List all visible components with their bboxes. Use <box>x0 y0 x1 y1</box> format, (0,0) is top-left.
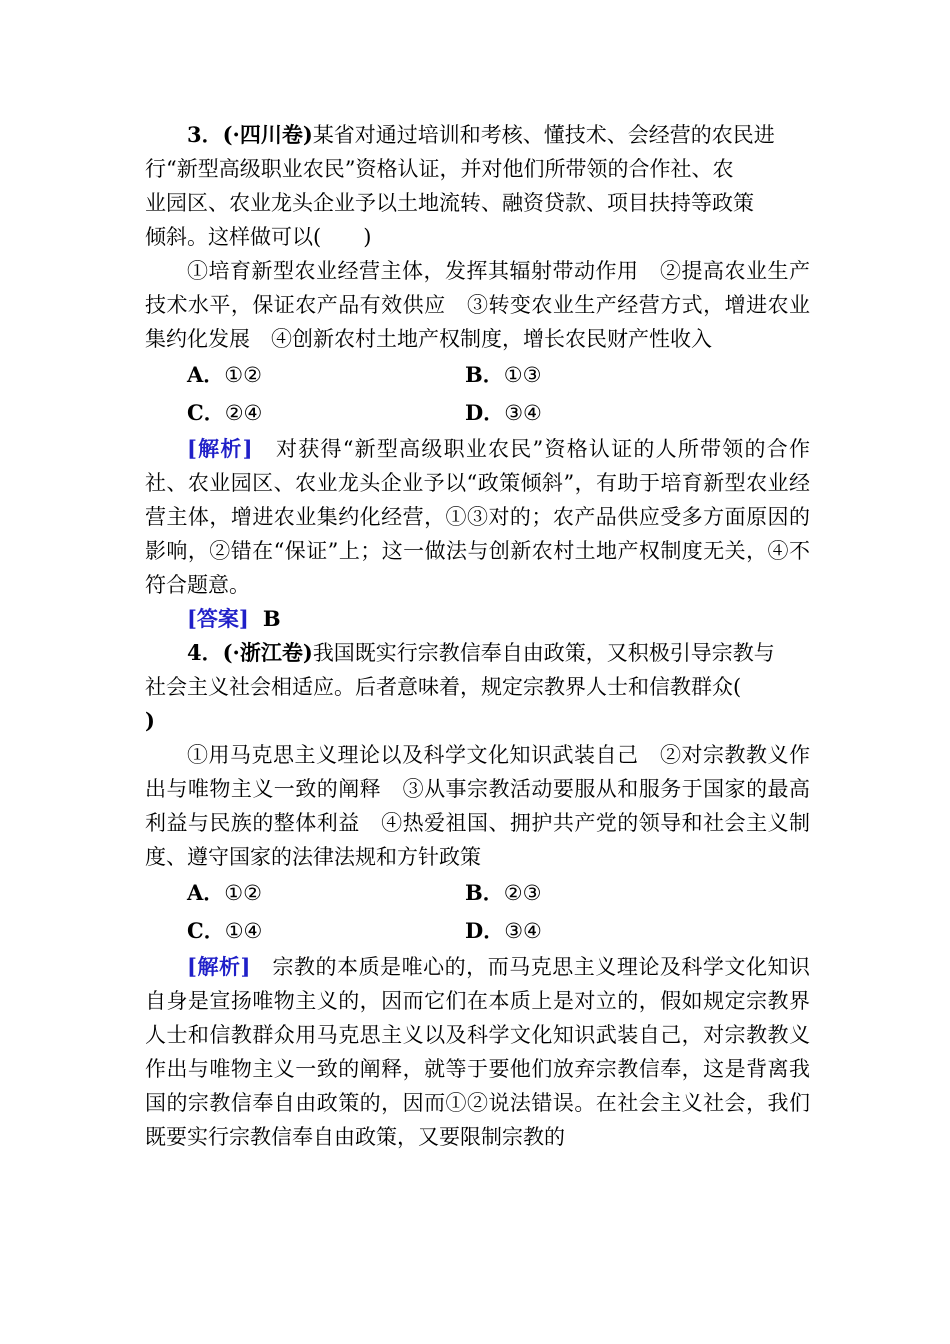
q4-stem-line-2: 社会主义社会相适应。后者意味着，规定宗教界人士和信教群众( <box>145 675 742 699</box>
q3-choice-c-text: ②④ <box>224 401 263 425</box>
q3-choice-c <box>145 394 465 432</box>
q4-analysis <box>145 950 810 1154</box>
q3-stem-line-3: 业园区、农业龙头企业予以土地流转、融资贷款、项目扶持等政策 <box>145 191 754 215</box>
q4-choices-row-1 <box>145 874 810 912</box>
q3-analysis-text: 对获得“新型高级职业农民”资格认证的人所带领的合作社、农业园区、农业龙头企业予以“政策倾斜”，有助于培育新型农业经营主体，增进农业集约化经营，①③对的；农产品供应受多方面原因的影响，②错在“保证”上；这一做法与创新农村土地产权制度无关，④不符合题意。 <box>145 437 810 597</box>
q3-analysis <box>145 432 810 602</box>
q4-choice-b-letter: B． <box>465 880 504 905</box>
q3-choice-d-letter: D． <box>465 400 505 425</box>
q3-choices-row-1 <box>145 356 810 394</box>
q3-stem-line-1 <box>145 118 810 152</box>
q4-choice-a <box>145 874 465 912</box>
q4-stem-line-3: ) <box>145 708 155 733</box>
q4-statements: ①用马克思主义理论以及科学文化知识武装自己 ②对宗教教义作出与唯物主义一致的阐释 ③从事宗教活动要服从和服务于国家的最高利益与民族的整体利益 ④热爱祖国、拥护共产党的领导和社会主义制度、遵守国家的法律法规和方针政策 <box>145 743 810 869</box>
q3-number: 3． <box>187 122 223 147</box>
document-page <box>145 118 810 1154</box>
q4-choice-d-letter: D． <box>465 918 505 943</box>
q4-choice-a-letter: A． <box>187 880 225 905</box>
q3-choice-a <box>145 356 465 394</box>
q3-stem-text-1: 某省对通过培训和考核、懂技术、会经营的农民进 <box>312 123 775 147</box>
q3-choice-a-text: ①② <box>224 363 262 387</box>
q3-choice-d-text: ③④ <box>504 401 542 425</box>
q3-choice-b <box>465 356 765 394</box>
q4-choice-c-letter: C． <box>187 918 225 943</box>
q3-choice-c-letter: C． <box>187 400 225 425</box>
q3-choices-row-2 <box>145 394 810 432</box>
q3-stem-line-2: 行“新型高级职业农民”资格认证，并对他们所带领的合作社、农 <box>145 157 734 181</box>
q3-answer-tag: [答案] <box>187 606 249 631</box>
q4-source: (·浙江卷) <box>222 640 313 665</box>
q4-choice-d-text: ③④ <box>504 919 542 943</box>
q4-analysis-tag: [解析] <box>187 954 251 979</box>
q3-source: (·四川卷) <box>222 122 313 147</box>
q4-stem-line-1 <box>145 636 810 670</box>
q4-choice-c <box>145 912 465 950</box>
q3-statements: ①培育新型农业经营主体，发挥其辐射带动作用 ②提高农业生产技术水平，保证农产品有效供应 ③转变农业生产经营方式，增进农业集约化发展 ④创新农村土地产权制度，增长农民财产性收入 <box>145 259 810 351</box>
q4-choices-row-2 <box>145 912 810 950</box>
q3-choice-b-text: ①③ <box>503 363 542 387</box>
q4-number: 4． <box>187 640 223 665</box>
q3-choice-d <box>465 394 765 432</box>
q3-answer <box>145 602 810 636</box>
q4-stem-text-1: 我国既实行宗教信奉自由政策，又积极引导宗教与 <box>312 641 775 665</box>
q3-choice-a-letter: A． <box>187 362 225 387</box>
q3-analysis-tag: [解析] <box>187 436 253 461</box>
q4-choice-a-text: ①② <box>224 881 262 905</box>
q4-choice-b <box>465 874 765 912</box>
q3-answer-value: B <box>262 606 281 631</box>
q4-analysis-text: 宗教的本质是唯心的，而马克思主义理论及科学文化知识自身是宣扬唯物主义的，因而它们在本质上是对立的，假如规定宗教界人士和信教群众用马克思主义以及科学文化知识武装自己，对宗教教义作出与唯物主义一致的阐释，就等于要他们放弃宗教信奉，这是背离我国的宗教信奉自由政策的，因而①②说法错误。在社会主义社会，我们既要实行宗教信奉自由政策，又要限制宗教的 <box>145 955 810 1149</box>
q3-choice-b-letter: B． <box>465 362 504 387</box>
q4-choice-d <box>465 912 765 950</box>
q4-choice-c-text: ①④ <box>224 919 263 943</box>
q3-stem-line-4: 倾斜。这样做可以( ) <box>145 225 372 249</box>
q4-choice-b-text: ②③ <box>503 881 542 905</box>
